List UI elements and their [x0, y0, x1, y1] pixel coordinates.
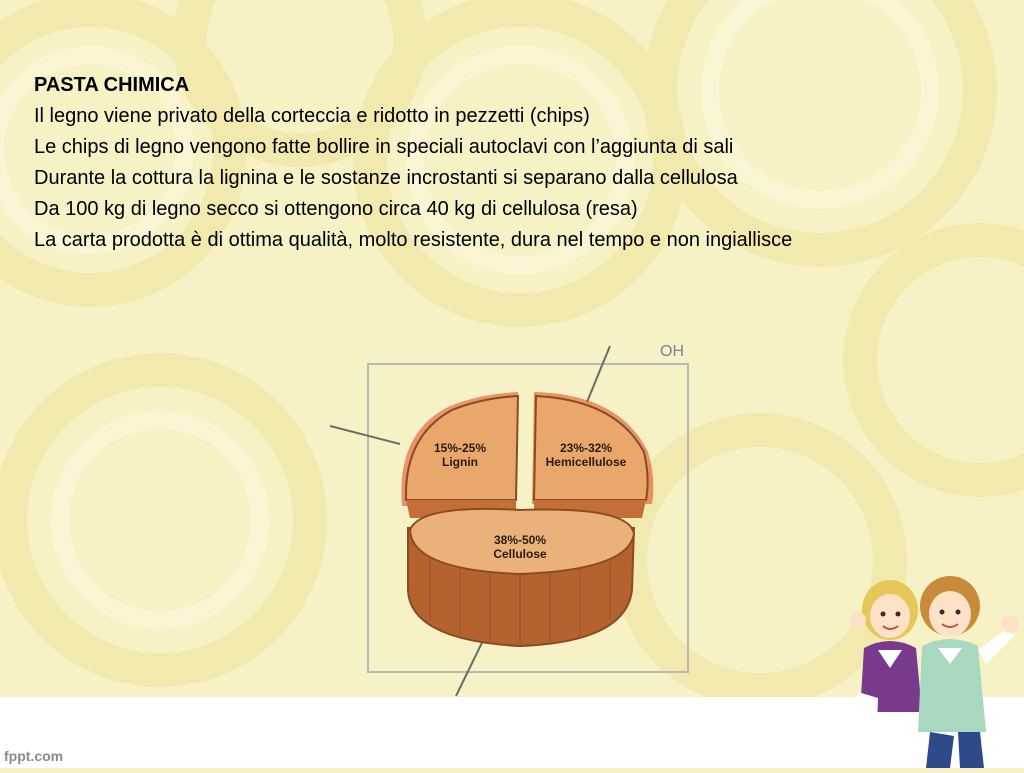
- bullet-2: Le chips di legno vengono fatte bollire in speciali autoclavi con l’aggiunta di sali: [34, 136, 734, 158]
- wood-composition-figure: [330, 340, 730, 700]
- bullet-5: La carta prodotta è di ottima qualità, molto resistente, dura nel tempo e non ingiallisce: [34, 229, 793, 251]
- wood-composition-svg: [330, 340, 730, 700]
- slice-hemicellulose-range: 23%-32%: [559, 441, 613, 455]
- bullet-1: Il legno viene privato della corteccia e ridotto in pezzetti (chips): [34, 105, 590, 127]
- slice-cellulose-name: Cellulose: [493, 547, 547, 561]
- oh-label: OH: [660, 343, 684, 360]
- slice-hemicellulose-name: Hemicellulose: [545, 455, 627, 469]
- pointer-line-hemicellulose: [587, 346, 610, 402]
- slide-text: [34, 70, 954, 256]
- two-kids-ok-gesture-icon: [838, 572, 1024, 768]
- bullet-4: Da 100 kg di legno secco si ottengono circa 40 kg di cellulosa (resa): [34, 198, 638, 220]
- slice-lignin-name: Lignin: [442, 455, 478, 469]
- slice-cellulose-range: 38%-50%: [493, 533, 547, 547]
- bullet-3: Durante la cottura la lignina e le sostanze incrostanti si separano dalla cellulosa: [34, 167, 738, 189]
- footer-brand: fppt.com: [4, 748, 64, 764]
- pointer-line-lignin: [330, 426, 400, 444]
- slice-cellulose: [408, 509, 634, 646]
- slide-title: PASTA CHIMICA: [34, 74, 190, 96]
- slice-lignin-range: 15%-25%: [433, 441, 487, 455]
